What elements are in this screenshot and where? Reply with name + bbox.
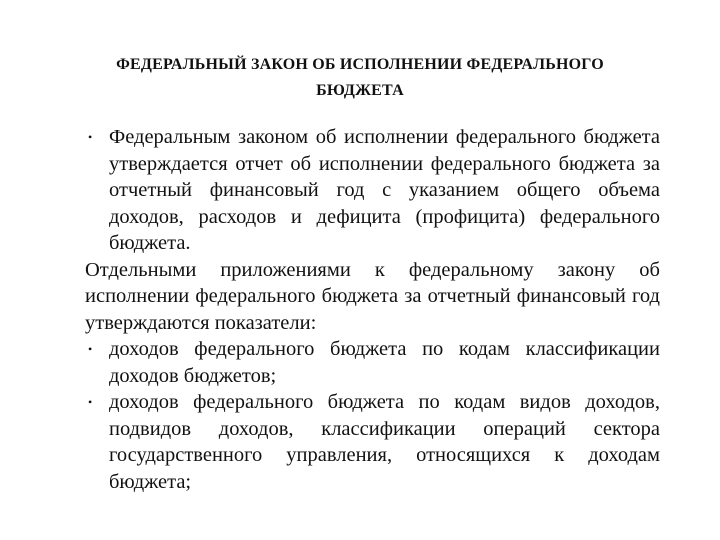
page-title — [40, 52, 680, 104]
bullet-item-income-types — [85, 389, 660, 495]
bullet-item-report — [85, 124, 660, 257]
bullet-icon: • — [88, 395, 93, 409]
bullet-icon: • — [88, 130, 93, 144]
bullet-text-income-codes: доходов федерального бюджета по кодам классификации доходов бюджетов; — [109, 338, 660, 387]
bullet-text-income-types: доходов федерального бюджета по кодам видов доходов, подвидов доходов, классификации операций сектора государственного управления, относящихся к доходам бюджета; — [109, 391, 660, 493]
document-body — [85, 124, 660, 495]
bullet-icon: • — [88, 342, 93, 356]
paragraph-appendices: Отдельными приложениями к федеральному закону об исполнении федерального бюджета за отчетный финансовый год утверждаются показатели: — [85, 258, 660, 334]
bullet-item-income-codes — [85, 336, 660, 389]
title-line-2: БЮДЖЕТА — [316, 82, 404, 99]
bullet-text-report: Федеральным законом об исполнении федерального бюджета утверждается отчет об исполнении федерального бюджета за отчетный финансовый год с указанием общего объема доходов, расходов и дефицита (профицита) федерального бюджета. — [109, 126, 660, 254]
title-line-1: ФЕДЕРАЛЬНЫЙ ЗАКОН ОБ ИСПОЛНЕНИИ ФЕДЕРАЛЬНОГО — [116, 56, 604, 73]
